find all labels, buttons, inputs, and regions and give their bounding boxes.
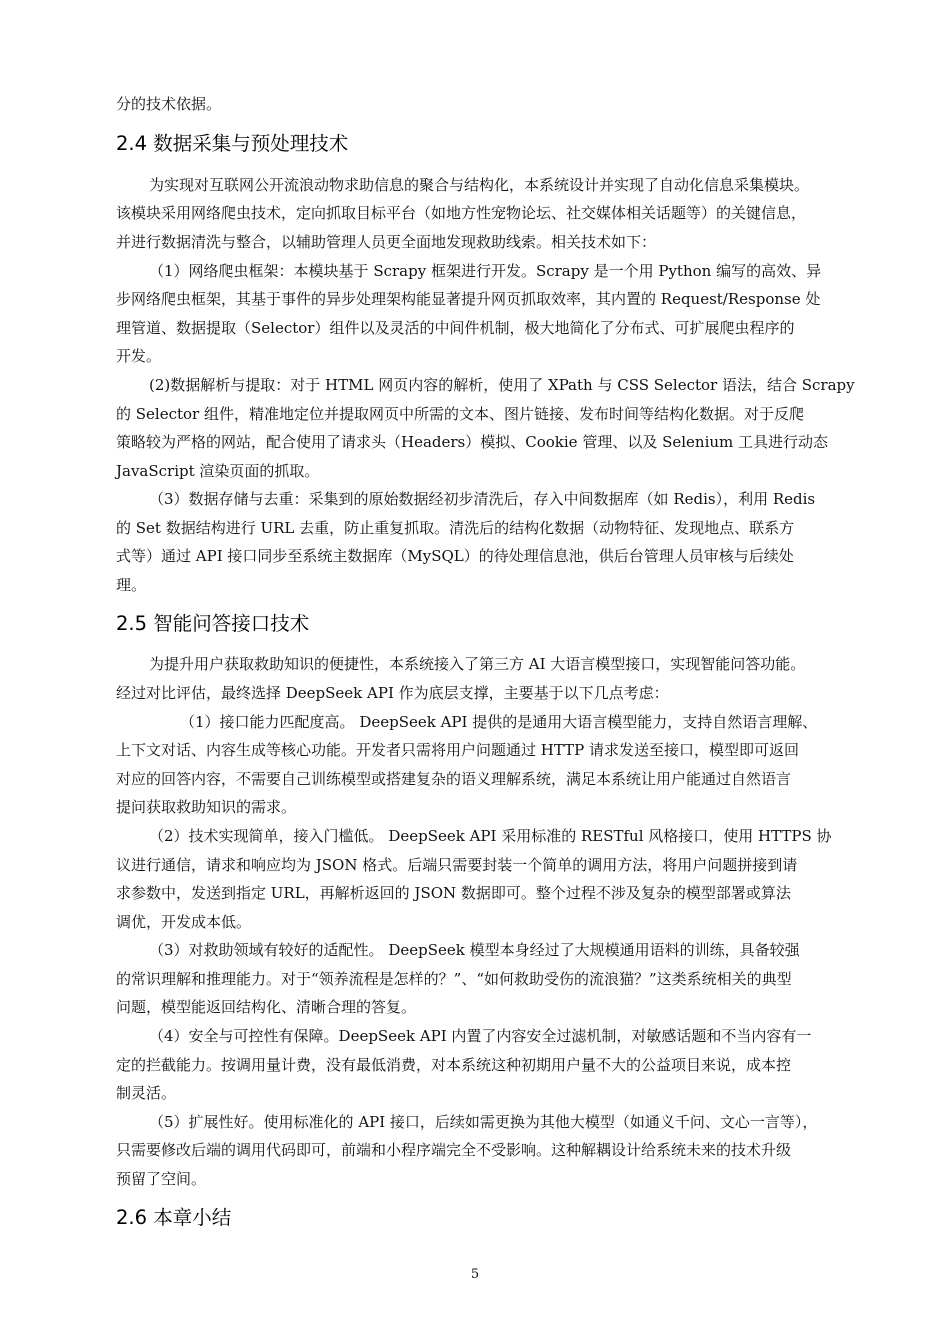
paragraph-line: 开发。 <box>116 347 162 365</box>
paragraph-line: 式等）通过 API 接口同步至系统主数据库（MySQL）的待处理信息池，供后台管理人员审核与后续处 <box>116 547 794 565</box>
paragraph-line: (2)数据解析与提取：对于 HTML 网页内容的解析，使用了 XPath 与 CSS Selector 语法，结合 Scrapy <box>149 376 855 394</box>
paragraph-line: 求参数中，发送到指定 URL，再解析返回的 JSON 数据即可。整个过程不涉及复杂的模型部署或算法 <box>116 884 791 902</box>
paragraph-line: 分的技术依据。 <box>116 95 222 113</box>
paragraph-line: 理。 <box>116 576 147 594</box>
paragraph-line: （4）安全与可控性有保障。DeepSeek API 内置了内容安全过滤机制，对敏感话题和不当内容有一 <box>149 1027 812 1045</box>
paragraph-line: 的常识理解和推理能力。对于“领养流程是怎样的？”、“如何救助受伤的流浪猫？”这类系统相关的典型 <box>116 970 792 988</box>
paragraph-line: 议进行通信，请求和响应均为 JSON 格式。后端只需要封装一个简单的调用方法，将用户问题拼接到请 <box>116 856 798 874</box>
paragraph-line: 只需要修改后端的调用代码即可，前端和小程序端完全不受影响。这种解耦设计给系统未来的技术升级 <box>116 1141 792 1159</box>
paragraph-line: （5）扩展性好。使用标准化的 API 接口，后续如需更换为其他大模型（如通义千问、文心一言等）， <box>149 1113 818 1131</box>
paragraph-line: 调优，开发成本低。 <box>116 913 252 931</box>
paragraph-line: 制灵活。 <box>116 1084 177 1102</box>
paragraph-line: 经过对比评估，最终选择 DeepSeek API 作为底层支撑，主要基于以下几点考虑： <box>116 684 669 702</box>
paragraph-line: 的 Selector 组件，精准地定位并提取网页中所需的文本、图片链接、发布时间等结构化数据。对于反爬 <box>116 405 804 423</box>
paragraph-line: （1）接口能力匹配度高。 DeepSeek API 提供的是通用大语言模型能力，支持自然语言理解、 <box>180 713 818 731</box>
paragraph-line: 该模块采用网络爬虫技术，定向抓取目标平台（如地方性宠物论坛、社交媒体相关话题等）的关键信息， <box>116 204 807 222</box>
paragraph-line: JavaScript 渲染页面的抓取。 <box>116 462 320 480</box>
paragraph-line: 为实现对互联网公开流浪动物求助信息的聚合与结构化，本系统设计并实现了自动化信息采集模块。 <box>149 176 810 194</box>
page-number: 5 <box>470 1267 480 1282</box>
paragraph-line: （1）网络爬虫框架：本模块基于 Scrapy 框架进行开发。Scrapy 是一个用 Python 编写的高效、异 <box>149 262 822 280</box>
section-heading-2-6: 2.6 本章小结 <box>116 1206 232 1229</box>
paragraph-line: 上下文对话、内容生成等核心功能。开发者只需将用户问题通过 HTTP 请求发送至接口，模型即可返回 <box>116 741 800 759</box>
paragraph-line: 理管道、数据提取（Selector）组件以及灵活的中间件机制，极大地简化了分布式、可扩展爬虫程序的 <box>116 319 795 337</box>
paragraph-line: 提问获取救助知识的需求。 <box>116 798 297 816</box>
paragraph-line: 步网络爬虫框架，其基于事件的异步处理架构能显著提升网页抓取效率，其内置的 Request/Response 处 <box>116 290 821 308</box>
paragraph-line: 的 Set 数据结构进行 URL 去重，防止重复抓取。清洗后的结构化数据（动物特征、发现地点、联系方 <box>116 519 795 537</box>
paragraph-line: 为提升用户获取救助知识的便捷性，本系统接入了第三方 AI 大语言模型接口，实现智能问答功能。 <box>149 655 806 673</box>
section-heading-2-4: 2.4 数据采集与预处理技术 <box>116 132 349 155</box>
paragraph-line: 策略较为严格的网站，配合使用了请求头（Headers）模拟、Cookie 管理、以及 Selenium 工具进行动态 <box>116 433 829 451</box>
paragraph-line: （3）对救助领域有较好的适配性。 DeepSeek 模型本身经过了大规模通用语料的训练，具备较强 <box>149 941 800 959</box>
paragraph-line: （3）数据存储与去重：采集到的原始数据经初步清洗后，存入中间数据库（如 Redis），利用 Redis <box>149 490 816 508</box>
paragraph-line: （2）技术实现简单，接入门槛低。 DeepSeek API 采用标准的 RESTful 风格接口，使用 HTTPS 协 <box>149 827 832 845</box>
paragraph-line: 问题，模型能返回结构化、清晰合理的答复。 <box>116 998 417 1016</box>
paragraph-line: 定的拦截能力。按调用量计费，没有最低消费，对本系统这种初期用户量不大的公益项目来说，成本控 <box>116 1056 792 1074</box>
paragraph-line: 并进行数据清洗与整合，以辅助管理人员更全面地发现救助线索。相关技术如下： <box>116 233 657 251</box>
paragraph-line: 对应的回答内容，不需要自己训练模型或搭建复杂的语义理解系统，满足本系统让用户能通过自然语言 <box>116 770 792 788</box>
section-heading-2-5: 2.5 智能问答接口技术 <box>116 612 310 635</box>
paragraph-line: 预留了空间。 <box>116 1170 207 1188</box>
